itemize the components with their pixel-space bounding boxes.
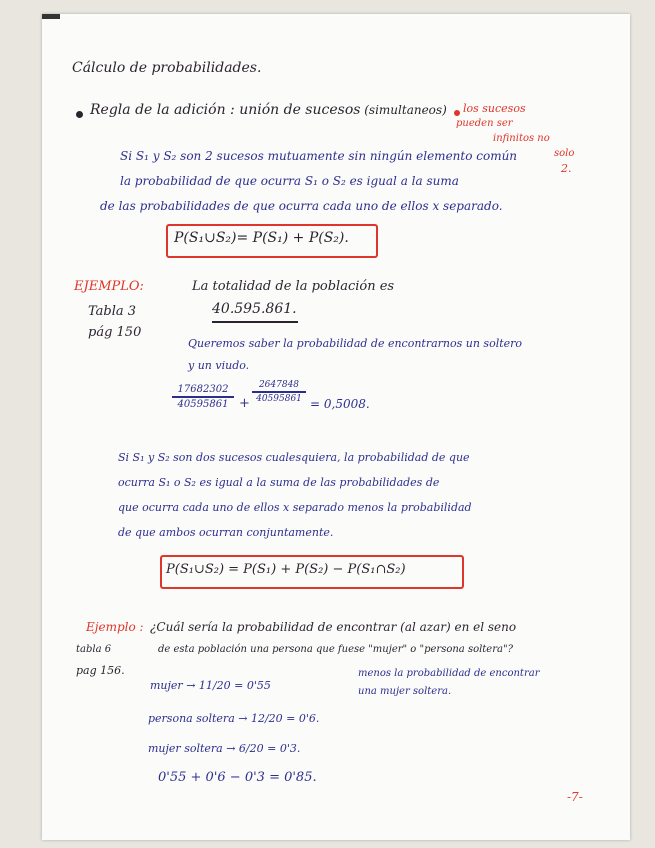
fraction-1-denominator: 40595861 [177, 398, 229, 410]
calc-line-1: mujer → 11/20 = 0'55 [150, 679, 271, 692]
rule-text-line3: de las probabilidades de que ocurra cada uno de ellos x separado. [100, 199, 503, 213]
notebook-page [42, 14, 630, 840]
bullet-dot [76, 111, 83, 118]
example-2-label: Ejemplo : [86, 620, 144, 634]
fraction-result: = 0,5008. [310, 397, 370, 411]
example-1-statement: La totalidad de la población es [192, 279, 395, 294]
population-underline [212, 321, 298, 323]
example-2-note-line1: menos la probabilidad de encontrar [358, 668, 540, 679]
tape-mark [42, 14, 60, 19]
fraction-2-denominator: 40595861 [256, 393, 302, 404]
fraction-1-numerator: 17682302 [177, 384, 229, 395]
example-2-note-line2: una mujer soltera. [358, 686, 452, 697]
plus-sign: + [239, 396, 250, 411]
fraction-1 [172, 384, 234, 410]
side-note-line4: solo [554, 148, 575, 159]
rule-heading: Regla de la adición : unión de sucesos (simultaneos) [90, 102, 447, 118]
example-2-table: tabla 6 [76, 644, 112, 655]
general-rule-line4: de que ambos ocurran conjuntamente. [118, 526, 334, 539]
calc-line-4: 0'55 + 0'6 − 0'3 = 0'85. [158, 770, 317, 785]
fraction-2-numerator: 2647848 [258, 380, 300, 390]
example-1-label: EJEMPLO: [74, 279, 144, 294]
calc-line-2: persona soltera → 12/20 = 0'6. [148, 712, 320, 725]
calc-line-3: mujer soltera → 6/20 = 0'3. [148, 742, 301, 755]
population-total: 40.595.861. [212, 301, 297, 317]
example-1-question-line1: Queremos saber la probabilidad de encontrarnos un soltero [188, 337, 523, 350]
side-note-line1: los sucesos [463, 102, 526, 115]
example-2-question-line2: de esta población una persona que fuese "mujer" o "persona soltera"? [158, 644, 513, 655]
general-rule-line1: Si S₁ y S₂ son dos sucesos cualesquiera, la probabilidad de que [118, 451, 470, 464]
side-note-line5: 2. [561, 162, 572, 175]
general-rule-line3: que ocurra cada uno de ellos x separado menos la probabilidad [118, 501, 472, 514]
general-rule-line2: ocurra S₁ o S₂ es igual a la suma de las probabilidades de [118, 476, 440, 489]
page-number: -7- [567, 790, 583, 804]
example-1-question-line2: y un viudo. [188, 359, 250, 372]
red-bullet-dot [454, 110, 460, 116]
formula-2: P(S₁∪S₂) = P(S₁) + P(S₂) − P(S₁∩S₂) [166, 562, 406, 577]
example-1-page: pág 150 [88, 325, 142, 340]
side-note-line3: infinitos no [493, 133, 550, 144]
example-2-question-line1: ¿Cuál sería la probabilidad de encontrar (al azar) en el seno [150, 620, 517, 634]
rule-text-line2: la probabilidad de que ocurra S₁ o S₂ es igual a la suma [120, 174, 459, 188]
page-title: Cálculo de probabilidades. [72, 60, 262, 76]
fraction-2 [252, 380, 306, 404]
rule-text-line1: Si S₁ y S₂ son 2 sucesos mutuamente sin ningún elemento común [120, 149, 518, 163]
example-1-table: Tabla 3 [88, 304, 137, 319]
side-note-line2: pueden ser [456, 118, 513, 129]
formula-1: P(S₁∪S₂)= P(S₁) + P(S₂). [174, 230, 349, 246]
example-2-page: pag 156. [76, 664, 125, 677]
